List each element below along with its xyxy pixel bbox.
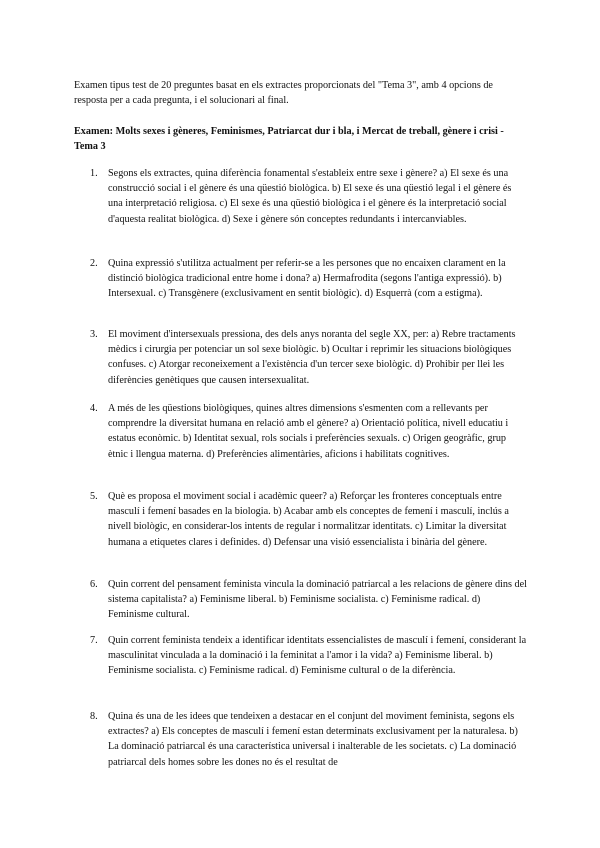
question-text: Quin corrent del pensament feminista vincula la dominació patriarcal a les relacions de gènere dins del sistema capitalista? a) Feminisme liberal. b) Feminisme socialista. c) Feminisme radical. d) Feminisme cultural.	[108, 579, 527, 621]
question-text: Quina expressió s'utilitza actualment per referir-se a les persones que no encaixen clarament en la distinció biològica tradicional entre home i dona? a) Hermafrodita (segons l'antiga expressió). b) Intersexual. c) Transgènere (exclusivament en sentit biològic). d) Esquerrà (com a estigma).	[108, 258, 506, 300]
question-number: 3.	[90, 329, 98, 340]
question-number: 1.	[90, 168, 98, 179]
question-item	[90, 327, 528, 388]
question-text: A més de les qüestions biològiques, quines altres dimensions s'esmenten com a rellevants per comprendre la diversitat humana en relació amb el gènere? a) Orientació política, nivell educatiu i estatus econòmic. b) Identitat sexual, rols socials i preferències sexuals. c) Origen geogràfic, grup ètnic i llengua materna. d) Preferències alimentàries, aficions i habilitats cognitives.	[108, 403, 509, 460]
question-text: El moviment d'intersexuals pressiona, des dels anys noranta del segle XX, per: a) Rebre tractaments mèdics i cirurgia per potenciar un sol sexe biològic. b) Ocultar i reprimir les situacions biològiques confuses. c) Atorgar reconeixement a l'existència d'un tercer sexe biològic. d) Prohibir per llei les diferències genètiques que causen intersexualitat.	[108, 329, 516, 386]
intro-paragraph: Examen tipus test de 20 preguntes basat en els extractes proporcionats del "Tema 3", amb 4 opcions de resposta per a cada pregunta, i el solucionari al final.	[74, 80, 493, 107]
question-item	[90, 633, 528, 679]
question-text: Segons els extractes, quina diferència fonamental s'estableix entre sexe i gènere? a) El sexe és una construcció social i el gènere és una qüestió biològica. b) El sexe és una qüestió legal i el gènere és una interpretació religiosa. c) El sexe és una qüestió biològica i el gènere és la interpretació social d'aquesta realitat biològica. d) Sexe i gènere són conceptes redundants i intercanviables.	[108, 168, 512, 225]
question-item	[90, 577, 528, 623]
question-number: 4.	[90, 403, 98, 414]
question-item	[90, 166, 528, 227]
question-number: 8.	[90, 711, 98, 722]
question-item	[90, 256, 528, 302]
question-text: Quina és una de les idees que tendeixen a destacar en el conjunt del moviment feminista, segons els extractes? a) Els conceptes de masculí i femení estan determinats exclusivament per la naturalesa. b) La dominació patriarcal és una característica universal i inalterable de les societats. c) La dominació patriarcal dels homes sobre les dones no és el resultat de	[108, 711, 518, 768]
question-number: 2.	[90, 258, 98, 269]
question-text: Quin corrent feminista tendeix a identificar identitats essencialistes de masculí i femení, considerant la masculinitat vinculada a la dominació i la feminitat a l'amor i la vida? a) Feminisme liberal. b) Feminisme socialista. c) Feminisme radical. d) Feminisme cultural o de la diferència.	[108, 635, 527, 677]
question-item	[90, 401, 528, 462]
question-item	[90, 489, 528, 550]
exam-title: Examen: Molts sexes i gèneres, Feminismes, Patriarcat dur i bla, i Mercat de treball, gènere i crisi - Tema 3	[74, 126, 504, 153]
question-item	[90, 709, 528, 770]
question-number: 6.	[90, 579, 98, 590]
question-number: 7.	[90, 635, 98, 646]
question-text: Què es proposa el moviment social i acadèmic queer? a) Reforçar les fronteres conceptuals entre masculí i femení basades en la biologia. b) Acabar amb els conceptes de femení i masculí, inclús a nivell biològic, en considerar-los intents de regular i normalitzar identitats. c) Limitar la diversitat humana a etiquetes clares i definides. d) Defensar una visió essencialista i binària del gènere.	[108, 491, 509, 548]
question-number: 5.	[90, 491, 98, 502]
